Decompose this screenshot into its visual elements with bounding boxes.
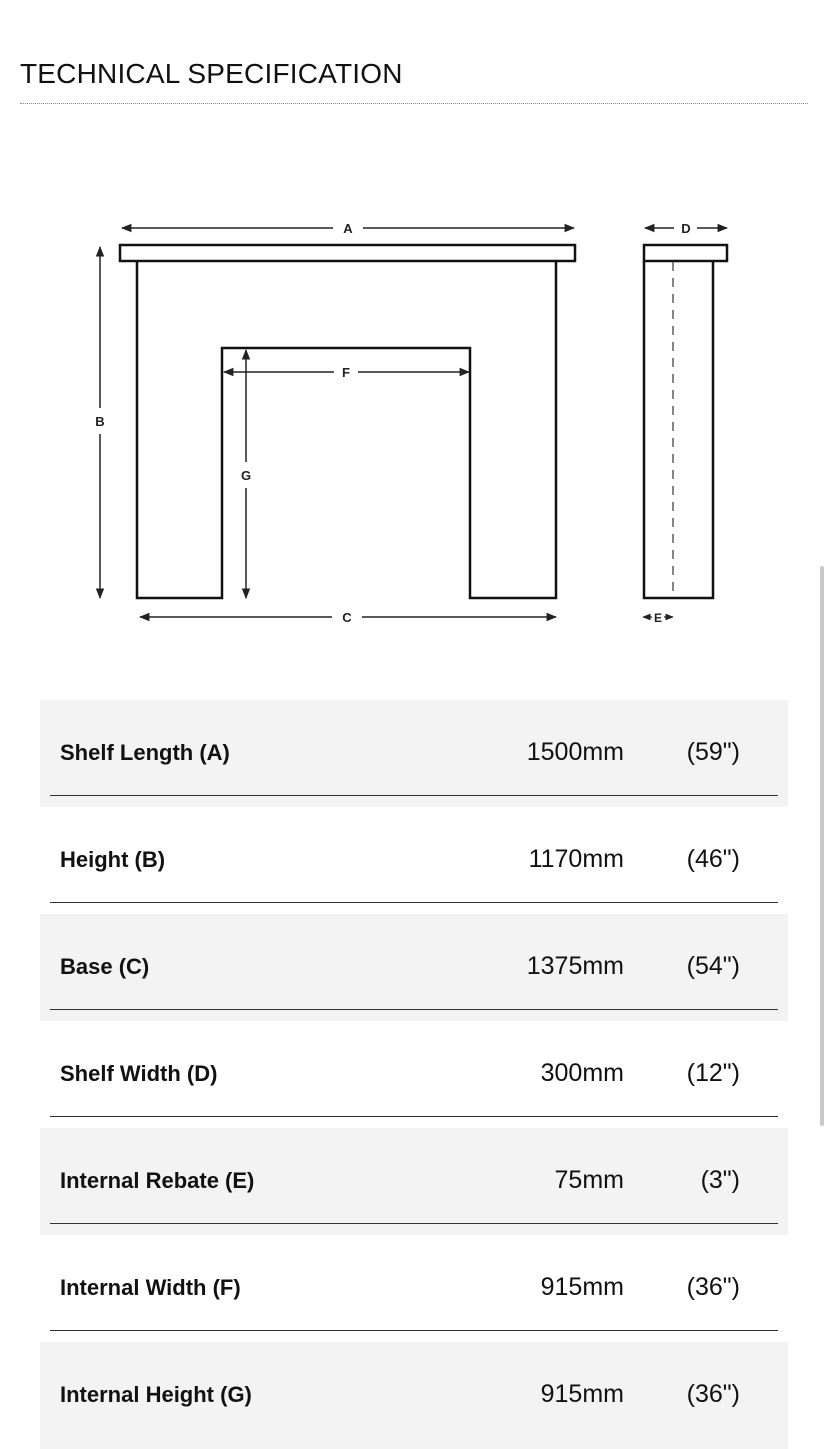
dimension-label-f: F (342, 365, 350, 380)
spec-label: Internal Height (G) (60, 1382, 252, 1407)
spec-value-mm: 915mm (540, 1273, 624, 1301)
spec-value-inch: (12") (686, 1059, 740, 1087)
spec-label: Shelf Width (D) (60, 1061, 218, 1086)
row-divider (50, 795, 778, 796)
side-body (644, 261, 713, 598)
dimension-label-a: A (343, 221, 353, 236)
spec-value-inch: (36") (686, 1380, 740, 1408)
table-row (40, 1235, 788, 1342)
dimension-label-b: B (95, 414, 105, 429)
row-divider (50, 902, 778, 903)
dimension-label-g: G (240, 468, 252, 483)
front-shelf (120, 245, 575, 261)
spec-label: Internal Width (F) (60, 1275, 241, 1300)
dimension-g (241, 350, 251, 598)
row-divider (50, 1009, 778, 1010)
spec-value-mm: 1500mm (526, 738, 624, 766)
spec-table (40, 700, 788, 1449)
fireplace-dimension-diagram (0, 200, 828, 640)
table-row (40, 1128, 788, 1235)
title-divider (20, 103, 808, 104)
spec-value-inch: (3") (700, 1166, 740, 1194)
spec-value-mm: 300mm (540, 1059, 624, 1087)
spec-value-mm: 1170mm (528, 845, 624, 873)
spec-label: Height (B) (60, 847, 166, 872)
dimension-label-c: C (342, 610, 352, 625)
row-divider (50, 1223, 778, 1224)
table-row (40, 700, 788, 807)
dimension-a (122, 221, 574, 236)
table-row (40, 914, 788, 1021)
dimension-f (224, 365, 469, 380)
dimension-label-d: D (681, 221, 691, 236)
dimension-d (645, 221, 727, 236)
section-title: TECHNICAL SPECIFICATION (20, 58, 403, 89)
row-divider (50, 1330, 778, 1331)
side-shelf (644, 245, 727, 261)
dimension-e (643, 611, 673, 625)
scrollbar[interactable] (820, 566, 824, 1126)
table-row (40, 1342, 788, 1449)
spec-label: Shelf Length (A) (60, 740, 230, 765)
spec-value-mm: 1375mm (526, 952, 624, 980)
spec-value-mm: 915mm (540, 1380, 624, 1408)
spec-value-inch: (36") (686, 1273, 740, 1301)
table-row (40, 807, 788, 914)
spec-label: Base (C) (60, 954, 150, 979)
spec-value-inch: (54") (686, 952, 740, 980)
spec-value-inch: (59") (686, 738, 740, 766)
spec-label: Internal Rebate (E) (60, 1168, 255, 1193)
dimension-c (140, 610, 556, 625)
dimension-b (95, 247, 104, 598)
dimension-label-e: E (653, 611, 663, 625)
spec-value-inch: (46") (686, 845, 740, 873)
front-surround (137, 261, 556, 598)
spec-value-mm: 75mm (554, 1166, 624, 1194)
table-row (40, 1021, 788, 1128)
row-divider (50, 1116, 778, 1117)
